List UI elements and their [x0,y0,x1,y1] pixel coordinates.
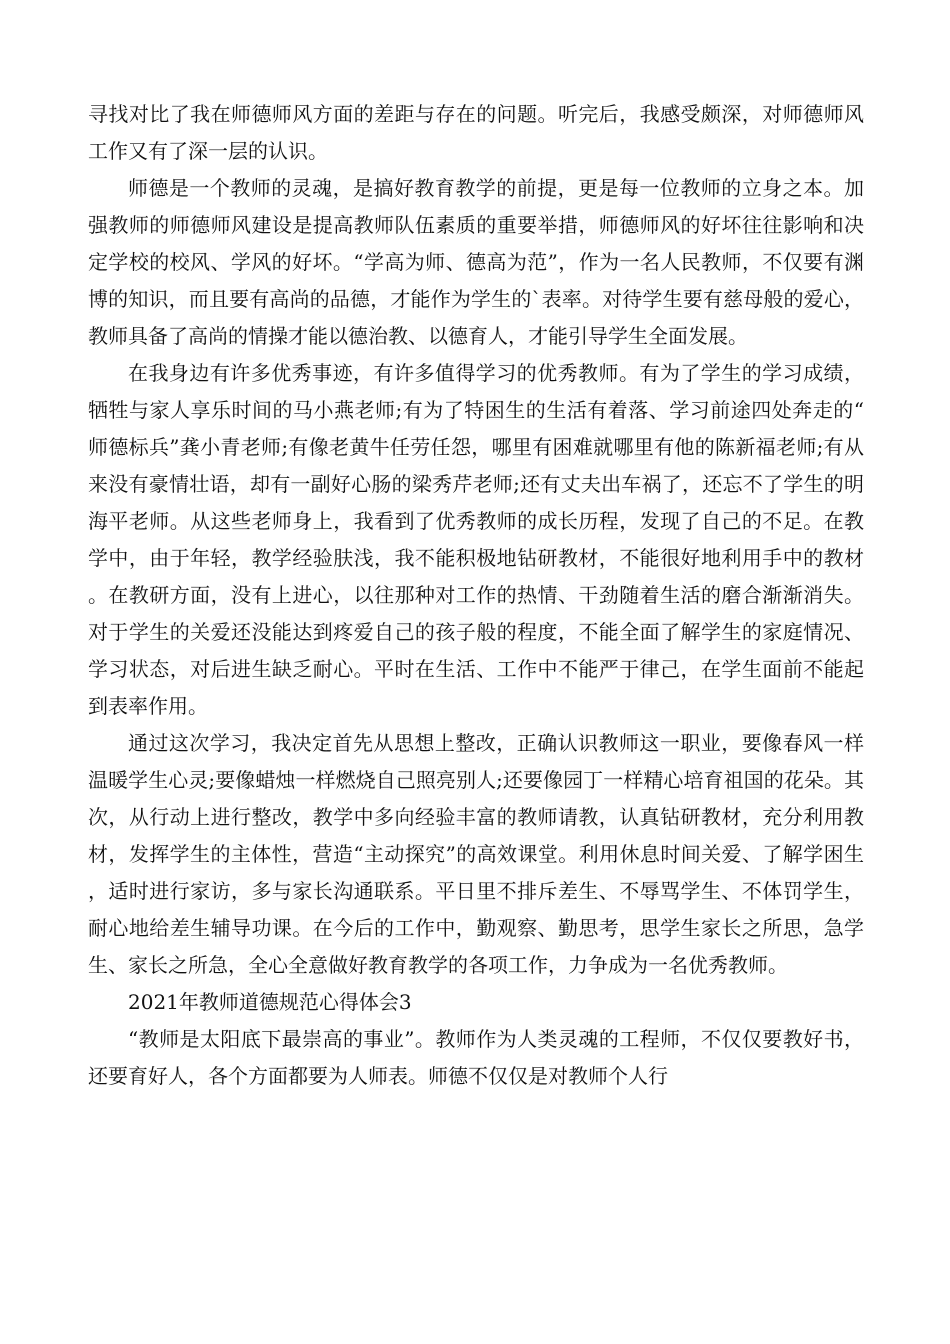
paragraph-excellent-teachers: 在我身边有许多优秀事迹，有许多值得学习的优秀教师。有为了学生的学习成绩，牺牲与家人享乐时间的马小燕老师;有为了特困生的生活有着落、学习前途四处奔走的“师德标兵”龚小青老师;有像老黄牛任劳任怨，哪里有困难就哪里有他的陈新福老师;有从来没有豪情壮语，却有一副好心肠的梁秀芹老师;还有丈夫出车祸了，还忘不了学生的明海平老师。从这些老师身上，我看到了优秀教师的成长历程，发现了自己的不足。在教学中，由于年轻，教学经验肤浅，我不能积极地钻研教材，不能很好地利用手中的教材。在教研方面，没有上进心，以往那种对工作的热情、干劲随着生活的磨合渐渐消失。对于学生的关爱还没能达到疼爱自己的孩子般的程度，不能全面了解学生的家庭情况、学习状态，对后进生缺乏耐心。平时在生活、工作中不能严于律己，在学生面前不能起到表率作用。 [88,361,864,718]
paragraph-teacher-ethics: 师德是一个教师的灵魂，是搞好教育教学的前提，更是每一位教师的立身之本。加强教师的师德师风建设是提高教师队伍素质的重要举措，师德师风的好坏往往影响和决定学校的校风、学风的好坏。“学高为师、德高为范”，作为一名人民教师，不仅要有渊博的知识，而且要有高尚的品德，才能作为学生的`表率。对待学生要有慈母般的爱心，教师具备了高尚的情操才能以德治教、以德育人，才能引导学生全面发展。 [88,176,864,348]
paragraph-final-excerpt: “教师是太阳底下最崇高的事业”。教师作为人类灵魂的工程师，不仅仅要教好书，还要育好人，各个方面都要为人师表。师德不仅仅是对教师个人行 [88,1027,864,1088]
section-heading: 2021年教师道德规范心得体会3 [128,990,412,1014]
document-body [88,96,864,1095]
paragraph-continuation: 寻找对比了我在师德师风方面的差距与存在的问题。听完后，我感受颇深，对师德师风工作又有了深一层的认识。 [88,102,864,163]
paragraph-rectification: 通过这次学习，我决定首先从思想上整改，正确认识教师这一职业，要像春风一样温暖学生心灵;要像蜡烛一样燃烧自己照亮别人;还要像园丁一样精心培育祖国的花朵。其次，从行动上进行整改，教学中多向经验丰富的教师请教，认真钻研教材，充分利用教材，发挥学生的主体性，营造“主动探究”的高效课堂。利用休息时间关爱、了解学困生，适时进行家访，多与家长沟通联系。平日里不排斥差生、不辱骂学生、不体罚学生，耐心地给差生辅导功课。在今后的工作中，勤观察、勤思考，思学生家长之所思，急学生、家长之所急，全心全意做好教育教学的各项工作，力争成为一名优秀教师。 [88,731,864,977]
